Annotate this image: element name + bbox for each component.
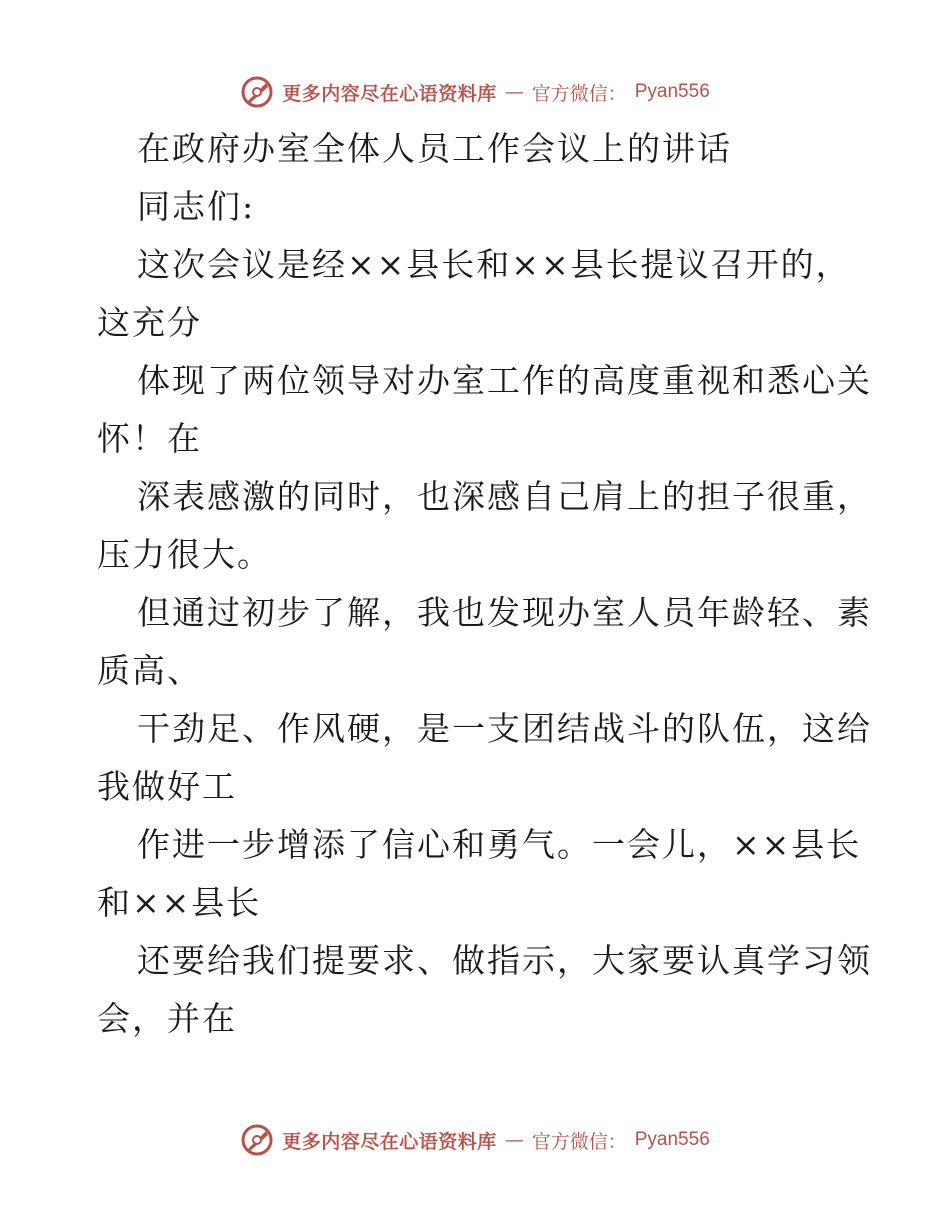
document-line: 深表感激的同时，也深感自己肩上的担子很重， [137,477,872,516]
footer-separator: — [504,1129,524,1151]
quill-logo-icon [240,75,274,109]
footer-brand-bar [0,1120,950,1160]
document-line: 和××县长 [97,883,262,922]
document-line: 压力很大。 [97,535,272,574]
footer-wechat-label: 官方微信： [531,1130,627,1153]
document-title: 在政府办室全体人员工作会议上的讲话 [137,129,732,168]
header-brand-text: 更多内容尽在心语资料库 [282,82,497,105]
header-separator: — [504,81,524,103]
quill-logo-icon [240,1123,274,1157]
document-line: 质高、 [97,651,202,690]
document-line: 作进一步增添了信心和勇气。一会儿，××县长 [137,825,862,864]
document-line: 怀！在 [97,419,202,458]
document-line: 这充分 [97,303,202,342]
header-brand-bar [0,72,950,112]
document-line: 干劲足、作风硬，是一支团结战斗的队伍，这给 [137,709,872,748]
header-wechat-label: 官方微信： [531,82,627,105]
document-line: 但通过初步了解，我也发现办室人员年龄轻、素 [137,593,872,632]
footer-wechat-id: Pyan556 [634,1129,710,1150]
header-wechat-id: Pyan556 [634,81,710,102]
document-line: 我做好工 [97,767,237,806]
document-body [97,120,872,1048]
document-line: 会，并在 [97,999,237,1038]
document-line: 体现了两位领导对办室工作的高度重视和悉心关 [137,361,872,400]
document-line: 还要给我们提要求、做指示，大家要认真学习领 [137,941,872,980]
document-line: 同志们: [137,187,256,226]
footer-brand-text: 更多内容尽在心语资料库 [282,1130,497,1153]
document-line: 这次会议是经××县长和××县长提议召开的， [137,245,851,284]
